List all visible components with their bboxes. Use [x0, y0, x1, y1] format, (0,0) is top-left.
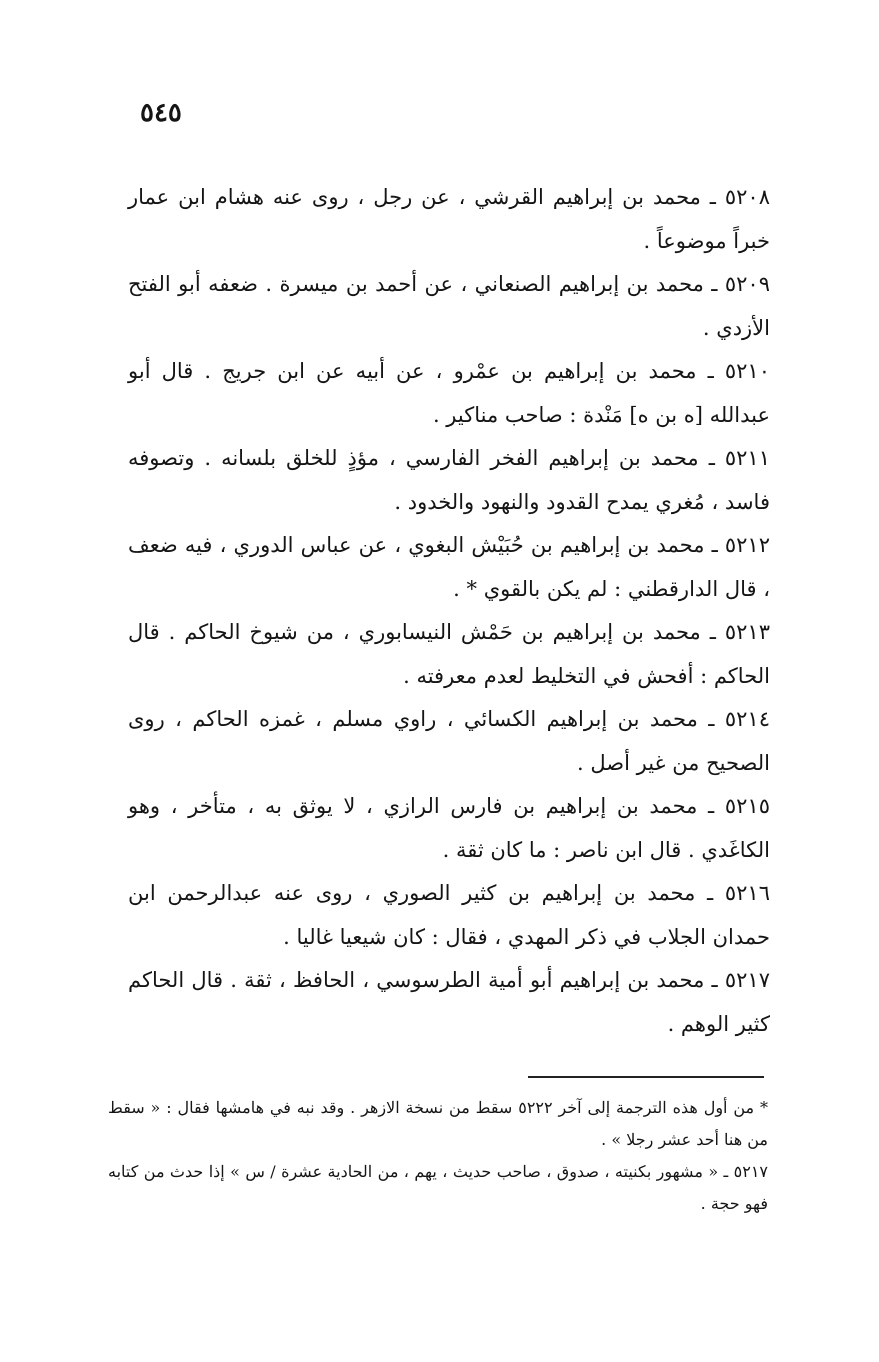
- biography-entries: [128, 176, 770, 1046]
- entry-5214: ٥٢١٤ ـ محمد بن إبراهيم الكسائي ، راوي مسلم ، غمزه الحاكم ، روى الصحيح من غير أصل .: [128, 707, 770, 775]
- footnote-asterisk: * من أول هذه الترجمة إلى آخر ٥٢٢٢ سقط من نسخة الازهر . وقد نبه في هامشها فقال : « سقط من هنا أحد عشر رجلا » .: [108, 1098, 768, 1149]
- entry-5216: ٥٢١٦ ـ محمد بن إبراهيم بن كثير الصوري ، روى عنه عبدالرحمن ابن حمدان الجلاب في ذكر المهدي ، فقال : كان شيعيا غاليا .: [128, 881, 770, 949]
- footnote-5217: ٥٢١٧ ـ « مشهور بكنيته ، صدوق ، صاحب حديث ، يهم ، من الحادية عشرة / س » إذا حدث من كتابه فهو حجة .: [108, 1162, 768, 1213]
- entry-5211: ٥٢١١ ـ محمد بن إبراهيم الفخر الفارسي ، مؤذٍ للخلق بلسانه . وتصوفه فاسد ، مُغري يمدح القدود والنهود والخدود .: [128, 446, 770, 514]
- entry-5210: ٥٢١٠ ـ محمد بن إبراهيم بن عمْرو ، عن أبيه عن ابن جريج . قال أبو عبدالله [ه بن ه] مَنْدة : صاحب مناكير .: [128, 359, 770, 427]
- entry-5208: ٥٢٠٨ ـ محمد بن إبراهيم القرشي ، عن رجل ، روى عنه هشام ابن عمار خبراً موضوعاً .: [128, 185, 770, 253]
- page-number: ٥٤٥: [140, 98, 182, 128]
- entry-5212: ٥٢١٢ ـ محمد بن إبراهيم بن حُبَيْش البغوي ، عن عباس الدوري ، فيه ضعف ، قال الدارقطني : لم يكن بالقوي * .: [128, 533, 770, 601]
- entry-5213: ٥٢١٣ ـ محمد بن إبراهيم بن حَمْش النيسابوري ، من شيوخ الحاكم . قال الحاكم : أفحش في التخليط لعدم معرفته .: [128, 620, 770, 688]
- entry-5215: ٥٢١٥ ـ محمد بن إبراهيم بن فارس الرازي ، لا يوثق به ، متأخر ، وهو الكاغَدي . قال ابن ناصر : ما كان ثقة .: [128, 794, 770, 862]
- footnote-divider: [528, 1076, 764, 1078]
- footnotes: [108, 1092, 768, 1220]
- entry-5209: ٥٢٠٩ ـ محمد بن إبراهيم الصنعاني ، عن أحمد بن ميسرة . ضعفه أبو الفتح الأزدي .: [128, 272, 770, 340]
- entry-5217: ٥٢١٧ ـ محمد بن إبراهيم أبو أمية الطرسوسي ، الحافظ ، ثقة . قال الحاكم كثير الوهم .: [128, 968, 770, 1036]
